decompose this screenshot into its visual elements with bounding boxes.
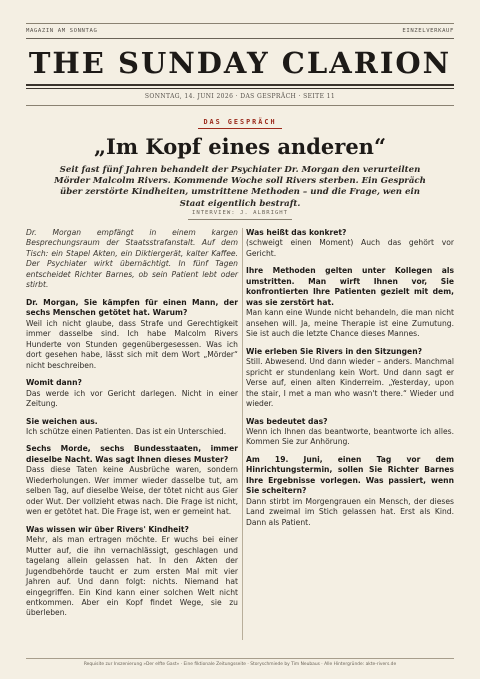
answer: Still. Abwesend. Und dann wieder – anders. Manchmal spricht er stundenlang kein Wort. Und dann sagt er Verse auf, einen alten Kinderreim. „Yesterday, upon the stair, I met a man who wasn't there.“ Wieder und wieder. — [246, 357, 454, 409]
question: Wie erleben Sie Rivers in den Sitzungen? — [246, 346, 423, 356]
article-column-right — [246, 228, 454, 535]
newspaper-title: THE SUNDAY CLARION — [28, 46, 452, 80]
question: Womit dann? — [26, 378, 82, 388]
article-rubric: DAS GESPRÄCH — [203, 118, 277, 126]
question: Sie weichen aus. — [26, 416, 98, 426]
answer: Das werde ich vor Gericht darlegen. Nicht in einer Zeitung. — [26, 388, 238, 409]
question: Am 19. Juni, einen Tag vor dem Hinrichtungstermin, sollen Sie Richter Barnes Ihre Ergebnisse vorlegen. Was passiert, wenn Sie scheitern? — [246, 454, 454, 496]
edition-label: EINZELVERKAUF — [402, 28, 454, 34]
answer: Wenn ich Ihnen das beantworte, beantworte ich alles. Kommen Sie zur Anhörung. — [246, 426, 454, 447]
answer: Weil ich nicht glaube, dass Strafe und Gerechtigkeit immer dasselbe sind. Ich habe Malcolm Rivers Hunderte von Stunden gegenübergesessen. Was ich dort gesehen habe, lässt sich mit dem Wort „Mörder“ nicht beschreiben. — [26, 318, 238, 370]
article-lead: Dr. Morgan empfängt in einem kargen Besprechungsraum der Staatsstrafanstalt. Auf dem Tisch: ein Stapel Akten, ein Diktiergerät, kalter Kaffee. Der Psychiater wirkt übernächtigt. In fünf Tagen entscheidet Richter Barnes, ob sein Patient lebt oder stirbt. — [26, 228, 238, 290]
article-column-left — [26, 228, 238, 626]
credit-rule — [188, 219, 292, 220]
answer: Mehr, als man ertragen möchte. Er wuchs bei einer Mutter auf, die ihn vernachlässigt, geschlagen und tagelang allein gelassen hat. In den Akten der Jugendbehörde taucht er zum ersten Mal mit vier Jahren auf. Und dann folgt: nichts. Niemand hat eingegriffen. Ein Kind kann einer solchen Welt nicht entkommen. Aber ein Kopf findet Wege, sie zu überleben. — [26, 535, 238, 618]
answer: Dann stirbt im Morgengrauen ein Mensch, der dieses Land zweimal im Stich gelassen hat. Erst als Kind. Dann als Patient. — [246, 496, 454, 527]
rubric-underline — [198, 128, 282, 129]
dateline: SONNTAG, 14. JUNI 2026 · DAS GESPRÄCH · SEITE 11 — [144, 93, 336, 100]
dateline-rule — [26, 105, 454, 106]
question: Dr. Morgan, Sie kämpfen für einen Mann, der sechs Menschen getötet hat. Warum? — [26, 297, 238, 318]
question: Sechs Morde, sechs Bundesstaaten, immer dieselbe Nacht. Was sagt Ihnen dieses Muster? — [26, 444, 238, 464]
question: Was bedeutet das? — [246, 416, 328, 426]
masthead-rule — [26, 38, 454, 39]
column-divider — [242, 228, 243, 640]
article-headline: „Im Kopf eines anderen“ — [93, 134, 387, 159]
newspaper-page — [26, 0, 454, 679]
page-footer: Requisite zur Inszenierung »Der elfte Gast« · Eine fiktionale Zeitungsseite · Storyschmiede by Tim Neubaus · Alle Hintergründe: akte-rivers.de — [83, 662, 397, 667]
top-rule — [26, 23, 454, 24]
masthead-thick-rule — [26, 84, 454, 86]
answer: Dass diese Taten keine Ausbrüche waren, sondern Wiederholungen. Wer immer wieder dasselbe tut, am selben Tag, auf dieselbe Weise, der tötet nicht aus Gier oder Wut. Der vollzieht etwas nach. Die Frage ist nicht, wen er getötet hat. Die Frage ist, wen er gemeint hat. — [26, 465, 238, 517]
answer: (schweigt einen Moment) Auch das gehört vor Gericht. — [246, 238, 454, 258]
answer: Man kann eine Wunde nicht behandeln, die man nicht ansehen will. Ja, meine Therapie ist eine Zumutung. Sie ist auch die letzte Chance dieses Mannes. — [246, 308, 454, 339]
question: Ihre Methoden gelten unter Kollegen als umstritten. Man wirft Ihnen vor, Sie konfrontierten Ihre Patienten gezielt mit dem, was sie zerstört hat. — [246, 266, 454, 307]
question: Was wissen wir über Rivers' Kindheit? — [26, 524, 189, 534]
answer: Ich schütze einen Patienten. Das ist ein Unterschied. — [26, 426, 227, 436]
article-dek: Seit fast fünf Jahren behandelt der Psychiater Dr. Morgan den verurteilten Mörder Malcolm Rivers. Kommende Woche soll Rivers sterben. Ein Gespräch über zerstörte Kindheiten, umstrittene Methoden – und die Frage, wen ein Staat eigentlich bestraft. — [54, 165, 426, 209]
masthead-thin-rule — [26, 88, 454, 89]
section-label: MAGAZIN AM SONNTAG — [26, 28, 98, 34]
footer-rule — [26, 658, 454, 659]
interviewer-credit: INTERVIEW: J. ALBRIGHT — [191, 210, 289, 216]
question: Was heißt das konkret? — [246, 228, 347, 237]
masthead-meta — [26, 28, 454, 34]
